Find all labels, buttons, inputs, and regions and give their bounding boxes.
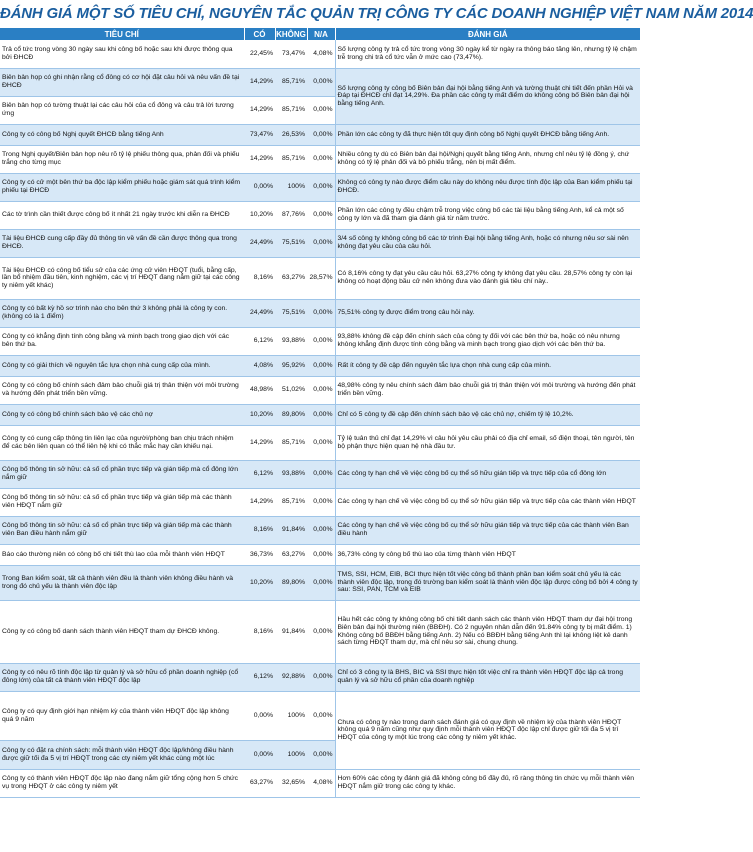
header-khong: KHÔNG bbox=[276, 29, 306, 39]
co-cell: 14,29% bbox=[244, 488, 275, 516]
criteria-cell: Công ty có cử một bên thứ ba độc lập kiểm phiếu hoặc giám sát quá trình kiểm phiếu tại ĐHCĐ bbox=[0, 173, 244, 201]
khong-cell: 85,71% bbox=[275, 68, 307, 96]
khong-cell: 92,88% bbox=[275, 663, 307, 691]
criteria-cell: Biên bản họp có tường thuật lại các câu hỏi của cổ đông và câu trả lời tương ứng bbox=[0, 96, 244, 124]
khong-cell: 95,92% bbox=[275, 355, 307, 376]
na-cell: 0,00% bbox=[307, 145, 335, 173]
khong-cell: 100% bbox=[275, 691, 307, 740]
co-cell: 4,08% bbox=[244, 355, 275, 376]
co-cell: 14,29% bbox=[244, 145, 275, 173]
table-row bbox=[0, 145, 640, 173]
na-cell: 0,00% bbox=[307, 327, 335, 355]
khong-cell: 85,71% bbox=[275, 145, 307, 173]
na-cell: 28,57% bbox=[307, 257, 335, 299]
khong-cell: 93,88% bbox=[275, 327, 307, 355]
table-row bbox=[0, 173, 640, 201]
co-cell: 0,00% bbox=[244, 173, 275, 201]
co-cell: 22,45% bbox=[244, 40, 275, 68]
criteria-cell: Các tờ trình cần thiết được công bố ít nhất 21 ngày trước khi diễn ra ĐHCĐ bbox=[0, 201, 244, 229]
table-row bbox=[0, 516, 640, 544]
table-row bbox=[0, 565, 640, 600]
khong-cell: 91,84% bbox=[275, 600, 307, 663]
co-cell: 6,12% bbox=[244, 327, 275, 355]
co-cell: 6,12% bbox=[244, 663, 275, 691]
na-cell: 0,00% bbox=[307, 173, 335, 201]
co-cell: 73,47% bbox=[244, 124, 275, 145]
khong-cell: 89,80% bbox=[275, 565, 307, 600]
evaluation-cell: Các công ty hạn chế về việc công bố cụ thể sở hữu gián tiếp và trực tiếp của các thành viên Ban điều hành bbox=[335, 516, 640, 544]
criteria-cell: Công ty có công bố Nghị quyết ĐHCĐ bằng tiếng Anh bbox=[0, 124, 244, 145]
evaluation-cell: 48,98% công ty nêu chính sách đảm bảo chuỗi giá trị thân thiện với môi trường và hướng đến phát triển bền vững. bbox=[335, 376, 640, 404]
criteria-cell: Công ty có giải thích về nguyên tắc lựa chọn nhà cung cấp của mình. bbox=[0, 355, 244, 376]
na-cell: 0,00% bbox=[307, 740, 335, 769]
khong-cell: 89,80% bbox=[275, 404, 307, 425]
co-cell: 10,20% bbox=[244, 201, 275, 229]
table-row bbox=[0, 488, 640, 516]
evaluation-cell: Các công ty hạn chế về việc công bố cụ thể sở hữu gián tiếp và trực tiếp của các thành viên HĐQT bbox=[335, 488, 640, 516]
criteria-cell: Công ty có công bố chính sách bảo vệ các chủ nợ bbox=[0, 404, 244, 425]
na-cell: 0,00% bbox=[307, 691, 335, 740]
khong-cell: 63,27% bbox=[275, 544, 307, 565]
na-cell: 0,00% bbox=[307, 516, 335, 544]
table-header-row bbox=[0, 28, 640, 40]
table-row bbox=[0, 460, 640, 488]
criteria-cell: Công bố thông tin sở hữu: cả số cổ phần trực tiếp và gián tiếp mà các thành viên HĐQT nắm giữ bbox=[0, 488, 244, 516]
na-cell: 0,00% bbox=[307, 565, 335, 600]
page-title: ĐÁNH GIÁ MỘT SỐ TIÊU CHÍ, NGUYÊN TẮC QUẢN TRỊ CÔNG TY CÁC DOANH NGHIỆP VIỆT NAM NĂM 2014 bbox=[0, 5, 753, 22]
na-cell: 0,00% bbox=[307, 124, 335, 145]
na-cell: 0,00% bbox=[307, 96, 335, 124]
evaluation-cell: Tỷ lệ tuân thủ chỉ đạt 14,29% vì câu hỏi yêu cầu phải có địa chỉ email, số điện thoại, tên người, tên bộ phận thực hiện quan hệ nhà đầu tư. bbox=[335, 425, 640, 460]
co-cell: 14,29% bbox=[244, 96, 275, 124]
table-row bbox=[0, 68, 640, 96]
table-row bbox=[0, 355, 640, 376]
evaluation-cell: 36,73% công ty công bố thù lao của từng thành viên HĐQT bbox=[335, 544, 640, 565]
table-row bbox=[0, 40, 640, 68]
criteria-cell: Công ty có công bố chính sách đảm bảo chuỗi giá trị thân thiện với môi trường và hướng đến phát triển bền vững. bbox=[0, 376, 244, 404]
table-row bbox=[0, 376, 640, 404]
criteria-cell: Báo cáo thường niên có công bố chi tiết thù lao của mỗi thành viên HĐQT bbox=[0, 544, 244, 565]
na-cell: 0,00% bbox=[307, 68, 335, 96]
evaluation-cell: 75,51% công ty được điểm trong câu hỏi này. bbox=[335, 299, 640, 327]
evaluation-cell: TMS, SSI, HCM, EIB, BCI thực hiện tốt việc công bố thành phần ban kiểm soát chủ yếu là các thành viên độc lập, trong đó trường ban kiểm soát là thành viên độc lập được công bố bởi 4 công ty sau: SSI, PAN, TCM và EIB bbox=[335, 565, 640, 600]
khong-cell: 93,88% bbox=[275, 460, 307, 488]
khong-cell: 85,71% bbox=[275, 425, 307, 460]
evaluation-cell: Có 8,16% công ty đạt yêu cầu câu hỏi. 63,27% công ty không đạt yêu cầu. 28,57% công ty còn lại không có hoạt động bầu cử nên không đưa vào đánh giá tiêu chí này.. bbox=[335, 257, 640, 299]
criteria-cell: Công bố thông tin sở hữu: cả số cổ phần trực tiếp và gián tiếp mà cổ đông lớn nắm giữ bbox=[0, 460, 244, 488]
co-cell: 24,49% bbox=[244, 229, 275, 257]
evaluation-cell: Hầu hết các công ty không công bố chi tiết danh sách các thành viên HĐQT tham dự đại hội trong Biên bản đại hội thường niên (BBĐH). Có 2 nguyên nhân dẫn đến 91.84% công ty bị mất điểm. 1) Không công bố BBĐH bằng tiếng Anh. 2) Nếu có BBĐH bằng tiếng Anh thì lại không liệt kê danh sách từng HĐQT tham dự, mà chỉ nêu sơ sài, chung chung. bbox=[335, 600, 640, 663]
na-cell: 0,00% bbox=[307, 229, 335, 257]
khong-cell: 51,02% bbox=[275, 376, 307, 404]
table-row bbox=[0, 327, 640, 355]
khong-cell: 75,51% bbox=[275, 229, 307, 257]
na-cell: 0,00% bbox=[307, 488, 335, 516]
co-cell: 8,16% bbox=[244, 600, 275, 663]
header-co: CÓ bbox=[244, 28, 275, 40]
co-cell: 14,29% bbox=[244, 68, 275, 96]
na-cell: 0,00% bbox=[307, 600, 335, 663]
criteria-cell: Công ty có khẳng định tính công bằng và minh bạch trong giao dịch với các bên thứ ba. bbox=[0, 327, 244, 355]
khong-cell: 63,27% bbox=[275, 257, 307, 299]
na-cell: 0,00% bbox=[307, 663, 335, 691]
evaluation-cell: Phần lớn các công ty đều chậm trễ trong việc công bố các tài liệu bằng tiếng Anh, kể cả một số công ty lớn và đã tham gia đánh giá từ năm trước. bbox=[335, 201, 640, 229]
criteria-cell: Tài liệu ĐHCĐ có công bố tiểu sử của các ứng cử viên HĐQT (tuổi, bằng cấp, lần bổ nhiệm đầu tiên, kinh nghiệm, các vị trí HĐQT đang nắm giữ tại các công ty niêm yết khác) bbox=[0, 257, 244, 299]
evaluation-cell: Hơn 60% các công ty đánh giá đã không công bố đầy đủ, rõ ràng thông tin chức vụ mỗi thành viên HĐQT nắm giữ trong các công ty khác. bbox=[335, 769, 640, 797]
co-cell: 0,00% bbox=[244, 691, 275, 740]
evaluation-cell: Số lượng công ty công bố Biên bản đại hội bằng tiếng Anh và tường thuật chi tiết đến phần Hỏi và Đáp tại ĐHCĐ chỉ đạt 14,29%. Đa phần các công ty mất điểm do không công bố Biên bản đại hội bằng tiếng Anh. bbox=[335, 68, 640, 124]
co-cell: 36,73% bbox=[244, 544, 275, 565]
co-cell: 63,27% bbox=[244, 769, 275, 797]
governance-table bbox=[0, 28, 640, 798]
co-cell: 10,20% bbox=[244, 565, 275, 600]
criteria-cell: Trả cổ tức trong vòng 30 ngày sau khi công bố hoặc sau khi được thông qua bởi ĐHCĐ bbox=[0, 40, 244, 68]
table-row bbox=[0, 544, 640, 565]
evaluation-cell: Chưa có công ty nào trong danh sách đánh giá có quy định về nhiệm kỳ của thành viên HĐQT không quá 9 năm cũng như quy định mỗi thành viên HĐQT độc lập chỉ được giữ tối đa 5 vị trí HĐQT của công ty một lúc trong các công ty niêm yết khác. bbox=[335, 691, 640, 769]
criteria-cell: Trong Ban kiểm soát, tất cả thành viên đều là thành viên không điều hành và trong đó chủ yếu là thành viên độc lập bbox=[0, 565, 244, 600]
na-cell: 0,00% bbox=[307, 425, 335, 460]
co-cell: 6,12% bbox=[244, 460, 275, 488]
co-cell: 48,98% bbox=[244, 376, 275, 404]
na-cell: 0,00% bbox=[307, 299, 335, 327]
table-row bbox=[0, 663, 640, 691]
khong-cell: 26,53% bbox=[275, 124, 307, 145]
evaluation-cell: Chỉ có 3 công ty là BHS, BIC và SSI thực hiện tốt việc chỉ ra thành viên HĐQT độc lập cả trong quản lý và sở hữu cổ phần của doanh nghiệp bbox=[335, 663, 640, 691]
criteria-cell: Công ty có đặt ra chính sách: mỗi thành viên HĐQT độc lập/không điều hành được giữ tối đa 5 vị trí HĐQT trong các cty niêm yết khác cùng một lúc bbox=[0, 740, 244, 769]
khong-cell: 75,51% bbox=[275, 299, 307, 327]
na-cell: 0,00% bbox=[307, 404, 335, 425]
co-cell: 8,16% bbox=[244, 516, 275, 544]
khong-cell: 100% bbox=[275, 740, 307, 769]
evaluation-cell: 3/4 số công ty không công bố các tờ trình Đại hội bằng tiếng Anh, hoặc có nhưng nêu sơ sài nên không đạt yêu cầu của câu hỏi. bbox=[335, 229, 640, 257]
table-row bbox=[0, 124, 640, 145]
co-cell: 24,49% bbox=[244, 299, 275, 327]
co-cell: 14,29% bbox=[244, 425, 275, 460]
khong-cell: 91,84% bbox=[275, 516, 307, 544]
evaluation-cell: Chỉ có 5 công ty đề cập đến chính sách bảo vệ các chủ nợ, chiếm tỷ lệ 10,2%. bbox=[335, 404, 640, 425]
co-cell: 0,00% bbox=[244, 740, 275, 769]
criteria-cell: Công ty có nêu rõ tính độc lập từ quản lý và sở hữu cổ phần doanh nghiệp (cổ đông lớn) của tất cả thành viên HĐQT độc lập bbox=[0, 663, 244, 691]
table-row bbox=[0, 691, 640, 740]
criteria-cell: Trong Nghị quyết/Biên bản họp nêu rõ tỷ lệ phiếu thông qua, phản đối và phiếu trắng cho từng mục bbox=[0, 145, 244, 173]
table-row bbox=[0, 299, 640, 327]
criteria-cell: Công ty có thành viên HĐQT độc lập nào đang nắm giữ tổng cộng hơn 5 chức vụ trong HĐQT ở các công ty niêm yết bbox=[0, 769, 244, 797]
co-cell: 10,20% bbox=[244, 404, 275, 425]
table-row bbox=[0, 600, 640, 663]
criteria-cell: Công ty có cung cấp thông tin liên lạc của người/phòng ban chịu trách nhiệm để các bên liên quan có thể liên hệ khi có thắc mắc hay cần khiếu nại. bbox=[0, 425, 244, 460]
criteria-cell: Công ty có bất kỳ hồ sơ trình nào cho bên thứ 3 không phải là công ty con. (không có là 1 điểm) bbox=[0, 299, 244, 327]
na-cell: 0,00% bbox=[307, 376, 335, 404]
table-row bbox=[0, 769, 640, 797]
criteria-cell: Công ty có quy định giới hạn nhiệm kỳ của thành viên HĐQT độc lập không quá 9 năm bbox=[0, 691, 244, 740]
header-evaluation: ĐÁNH GIÁ bbox=[335, 28, 640, 40]
co-cell: 8,16% bbox=[244, 257, 275, 299]
na-cell: 0,00% bbox=[307, 544, 335, 565]
table-row bbox=[0, 425, 640, 460]
table-row bbox=[0, 229, 640, 257]
evaluation-cell: Các công ty hạn chế về việc công bố cụ thể số hữu gián tiếp và trực tiếp của cổ đông lớn bbox=[335, 460, 640, 488]
khong-cell: 100% bbox=[275, 173, 307, 201]
criteria-cell: Biên bản họp có ghi nhận rằng cổ đông có cơ hội đặt câu hỏi và nêu vấn đề tại ĐHCĐ bbox=[0, 68, 244, 96]
khong-cell: 73,47% bbox=[275, 40, 307, 68]
table-row bbox=[0, 404, 640, 425]
criteria-cell: Tài liệu ĐHCĐ cung cấp đầy đủ thông tin về vấn đề cần được thông qua trong ĐHCĐ. bbox=[0, 229, 244, 257]
na-cell: 0,00% bbox=[307, 201, 335, 229]
criteria-cell: Công bố thông tin sở hữu: cả số cổ phần trực tiếp và gián tiếp mà các thành viên Ban điều hành nắm giữ bbox=[0, 516, 244, 544]
evaluation-cell: 93,88% không đề cập đến chính sách của công ty đối với các bên thứ ba, hoặc có nêu nhưng không khẳng định được tính công bằng và minh bạch trong giao dịch với các bên thứ ba. bbox=[335, 327, 640, 355]
evaluation-cell: Không có công ty nào được điểm câu này do không nêu được tính độc lập của Ban kiểm phiếu tại ĐHCĐ. bbox=[335, 173, 640, 201]
header-na: N/A bbox=[307, 28, 335, 40]
na-cell: 0,00% bbox=[307, 355, 335, 376]
na-cell: 0,00% bbox=[307, 460, 335, 488]
evaluation-cell: Nhiều công ty dù có Biên bản đại hội/Nghị quyết bằng tiếng Anh, nhưng chỉ nêu tỷ lệ đồng ý, chứ không có tỷ lệ phản đối và bỏ phiếu trắng, nên bị mất điểm. bbox=[335, 145, 640, 173]
khong-cell: 85,71% bbox=[275, 488, 307, 516]
khong-cell: 32,65% bbox=[275, 769, 307, 797]
table-row bbox=[0, 201, 640, 229]
na-cell: 4,08% bbox=[307, 40, 335, 68]
evaluation-cell: Rất ít công ty đề cập đến nguyên tắc lựa chọn nhà cung cấp của mình. bbox=[335, 355, 640, 376]
khong-cell: 85,71% bbox=[275, 96, 307, 124]
evaluation-cell: Số lượng công ty trả cổ tức trong vòng 30 ngày kể từ ngày ra thông báo tăng lên, nhưng tỷ lệ chậm trễ trong chi trả cổ tức vẫn ở mức cao (73,47%). bbox=[335, 40, 640, 68]
evaluation-cell: Phần lớn các công ty đã thực hiện tốt quy định công bố Nghị quyết ĐHCĐ bằng tiếng Anh. bbox=[335, 124, 640, 145]
criteria-cell: Công ty có công bố danh sách thành viên HĐQT tham dự ĐHCĐ không. bbox=[0, 600, 244, 663]
table-row bbox=[0, 257, 640, 299]
na-cell: 4,08% bbox=[307, 769, 335, 797]
header-criteria: TIÊU CHÍ bbox=[0, 28, 244, 40]
khong-cell: 87,76% bbox=[275, 201, 307, 229]
